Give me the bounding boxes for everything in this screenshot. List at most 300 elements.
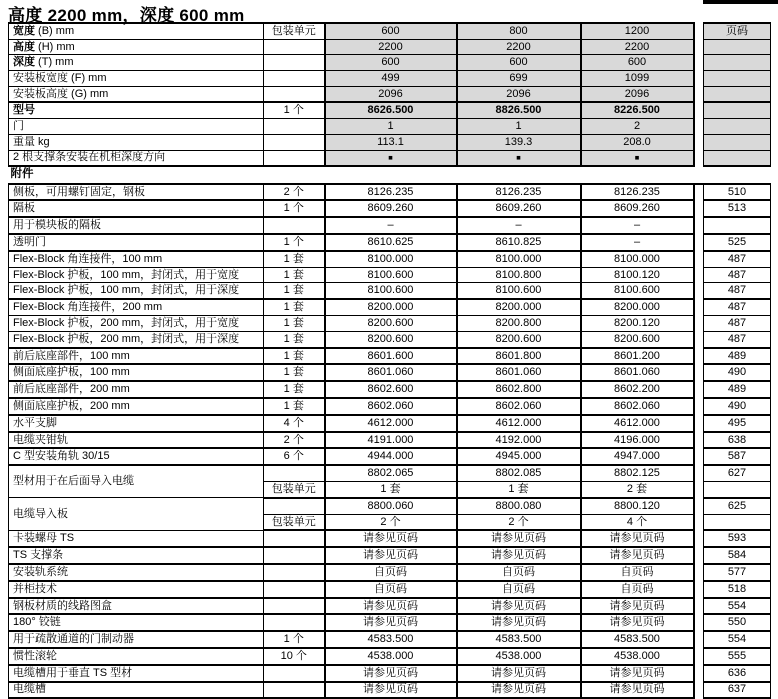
accessory-row (9, 364, 771, 381)
unit-cell (264, 150, 325, 166)
row-label-strong: 宽度 (13, 24, 35, 37)
value-cell: 8100.120 (581, 267, 694, 283)
row-label-cell: 电缆槽用于垂直 TS 型材 (9, 665, 264, 682)
unit-cell: 1 套 (264, 283, 325, 299)
value-cell: 8602.060 (457, 398, 581, 415)
page-cell: 584 (704, 547, 771, 564)
row-label-cell: 前后底座部件，100 mm (9, 348, 264, 365)
page-cell: 593 (704, 530, 771, 547)
gap-cell (694, 530, 704, 547)
value-cell: 4947.000 (581, 448, 694, 465)
accessory-row (9, 614, 771, 631)
accessory-row (9, 415, 771, 432)
row-label-cell: 钢板材质的线路图盒 (9, 598, 264, 615)
gap-cell (694, 39, 704, 55)
value-cell: 8610.625 (325, 234, 457, 251)
value-cell: 8802.125 (581, 465, 694, 481)
row-label-cell: 电缆槽 (9, 682, 264, 699)
value-cell: 8601.060 (581, 364, 694, 381)
row-label-text: 安装板宽度 (F) mm (13, 71, 107, 84)
page-cell: 页码 (704, 23, 771, 39)
gap-cell (694, 86, 704, 102)
page-cell: 627 (704, 465, 771, 481)
value-cell: 1 套 (325, 482, 457, 498)
value-cell: 8602.060 (581, 398, 694, 415)
unit-cell (264, 564, 325, 581)
unit-cell (264, 134, 325, 150)
value-cell: 请参见页码 (581, 614, 694, 631)
unit-cell (264, 498, 325, 514)
spec-row (9, 86, 771, 102)
value-cell: 8126.235 (325, 184, 457, 201)
row-label-cell: 电缆导入板 (9, 498, 264, 531)
page-cell: 487 (704, 267, 771, 283)
unit-cell (264, 665, 325, 682)
row-label-text: (B) mm (35, 24, 75, 37)
gap-cell (694, 283, 704, 299)
value-cell: 8200.120 (581, 316, 694, 332)
gap-cell (694, 234, 704, 251)
value-cell: 请参见页码 (325, 682, 457, 699)
page-cell: 487 (704, 251, 771, 267)
page-cell: 489 (704, 381, 771, 398)
square-marker-icon: ■ (457, 150, 581, 166)
page-cell: 487 (704, 283, 771, 299)
spec-table (8, 22, 771, 699)
accessory-row (9, 665, 771, 682)
gap-cell (694, 665, 704, 682)
accessory-row (9, 200, 771, 217)
unit-cell (264, 547, 325, 564)
page-cell: 587 (704, 448, 771, 465)
unit-cell (264, 217, 325, 234)
row-label-cell: 侧面底座护板，100 mm (9, 364, 264, 381)
value-cell: 自页码 (581, 581, 694, 598)
unit-cell: 1 套 (264, 398, 325, 415)
gap-cell (694, 432, 704, 449)
value-cell: 8100.600 (457, 283, 581, 299)
unit-cell: 包装单元 (264, 514, 325, 530)
value-cell: 2 套 (581, 482, 694, 498)
accessory-row (9, 283, 771, 299)
value-cell: 自页码 (325, 581, 457, 598)
unit-cell (264, 55, 325, 71)
value-cell: 4191.000 (325, 432, 457, 449)
value-cell: 8100.800 (457, 267, 581, 283)
unit-cell (264, 71, 325, 87)
value-cell: 请参见页码 (581, 530, 694, 547)
accessory-row (9, 184, 771, 201)
value-cell: 8100.600 (325, 267, 457, 283)
page-header-rule (703, 0, 778, 4)
value-cell: 4583.500 (581, 631, 694, 648)
row-label-cell (9, 71, 264, 87)
accessory-row (9, 598, 771, 615)
spec-row (9, 71, 771, 87)
spec-row (9, 119, 771, 135)
value-cell: 2096 (325, 86, 457, 102)
gap-cell (694, 415, 704, 432)
gap-cell (694, 102, 704, 118)
accessory-row (9, 331, 771, 347)
page-cell: 625 (704, 498, 771, 514)
value-cell: 自页码 (457, 581, 581, 598)
value-cell: 1099 (581, 71, 694, 87)
value-cell: 600 (457, 55, 581, 71)
page-cell: 636 (704, 665, 771, 682)
unit-cell: 1 套 (264, 316, 325, 332)
row-label-cell: 并柜技术 (9, 581, 264, 598)
value-cell: 8602.600 (325, 381, 457, 398)
accessory-row (9, 564, 771, 581)
page-cell (704, 86, 771, 102)
value-cell: 8602.800 (457, 381, 581, 398)
row-label-text: 安装板高度 (G) mm (13, 87, 109, 100)
value-cell: 请参见页码 (581, 665, 694, 682)
gap-cell (694, 547, 704, 564)
unit-cell: 1 个 (264, 200, 325, 217)
value-cell: 1 (457, 119, 581, 135)
accessory-row (9, 498, 771, 514)
value-cell: 请参见页码 (325, 598, 457, 615)
value-cell: 8800.060 (325, 498, 457, 514)
accessory-row (9, 398, 771, 415)
value-cell: 4196.000 (581, 432, 694, 449)
gap-cell (694, 267, 704, 283)
page-cell (704, 150, 771, 166)
unit-cell: 1 个 (264, 631, 325, 648)
gap-cell (694, 381, 704, 398)
row-label-cell: Flex-Block 角连接件，200 mm (9, 299, 264, 315)
page-cell (704, 71, 771, 87)
square-marker-icon: ■ (581, 150, 694, 166)
value-cell: – (581, 234, 694, 251)
value-cell: 2200 (325, 39, 457, 55)
value-cell: 8100.000 (581, 251, 694, 267)
row-label-cell: 侧板，可用螺钉固定，钢板 (9, 184, 264, 201)
value-cell: 2 (581, 119, 694, 135)
accessory-row (9, 432, 771, 449)
unit-cell: 6 个 (264, 448, 325, 465)
row-label-cell (9, 55, 264, 71)
page-cell: 638 (704, 432, 771, 449)
gap-cell (694, 498, 704, 514)
gap-cell (694, 316, 704, 332)
value-cell: 8601.060 (325, 364, 457, 381)
unit-cell (264, 530, 325, 547)
row-label-cell: C 型安装角轨 30/15 (9, 448, 264, 465)
unit-cell: 1 个 (264, 102, 325, 118)
unit-cell: 2 个 (264, 432, 325, 449)
unit-cell (264, 682, 325, 699)
page-cell: 510 (704, 184, 771, 201)
value-cell: 8200.000 (581, 299, 694, 315)
page-cell: 518 (704, 581, 771, 598)
row-label-cell: 180° 铰链 (9, 614, 264, 631)
accessory-row (9, 581, 771, 598)
row-label-cell: 电缆夹钳轨 (9, 432, 264, 449)
value-cell: 自页码 (457, 564, 581, 581)
value-cell: 2096 (581, 86, 694, 102)
page-cell: 487 (704, 299, 771, 315)
value-cell: 2 个 (457, 514, 581, 530)
value-cell: 4612.000 (325, 415, 457, 432)
value-cell: 8100.000 (325, 251, 457, 267)
value-cell: 自页码 (325, 564, 457, 581)
page-cell (704, 134, 771, 150)
unit-cell: 1 套 (264, 251, 325, 267)
accessory-row (9, 547, 771, 564)
value-cell: 请参见页码 (457, 598, 581, 615)
spec-row (9, 150, 771, 166)
accessory-row (9, 299, 771, 315)
page-cell: 513 (704, 200, 771, 217)
row-label-strong: 深度 (13, 56, 35, 69)
unit-cell (264, 465, 325, 481)
value-cell: 8200.600 (325, 331, 457, 347)
value-cell: 113.1 (325, 134, 457, 150)
row-label-cell (9, 86, 264, 102)
value-cell: 2096 (457, 86, 581, 102)
accessory-row (9, 234, 771, 251)
gap-cell (694, 598, 704, 615)
value-cell: 4583.500 (325, 631, 457, 648)
page-cell (704, 514, 771, 530)
unit-cell: 2 个 (264, 184, 325, 201)
page-cell: 489 (704, 348, 771, 365)
row-label-cell: 水平支脚 (9, 415, 264, 432)
page-cell: 577 (704, 564, 771, 581)
value-cell: 请参见页码 (325, 665, 457, 682)
page-cell: 490 (704, 398, 771, 415)
gap-cell (694, 71, 704, 87)
row-label-cell: TS 支撑条 (9, 547, 264, 564)
page-cell: 554 (704, 631, 771, 648)
value-cell: 8800.120 (581, 498, 694, 514)
row-label-cell (9, 102, 264, 118)
gap-cell (694, 398, 704, 415)
row-label-cell: 用于疏散通道的门制动器 (9, 631, 264, 648)
value-cell: 8601.060 (457, 364, 581, 381)
accessory-row (9, 267, 771, 283)
value-cell: 自页码 (581, 564, 694, 581)
unit-cell: 包装单元 (264, 482, 325, 498)
value-cell: 8100.000 (457, 251, 581, 267)
value-cell: 4538.000 (581, 648, 694, 665)
spec-row (9, 39, 771, 55)
value-cell: 4538.000 (457, 648, 581, 665)
row-label-cell (9, 134, 264, 150)
unit-cell: 1 套 (264, 348, 325, 365)
accessory-row (9, 316, 771, 332)
unit-cell (264, 39, 325, 55)
unit-cell: 1 套 (264, 267, 325, 283)
gap-cell (694, 150, 704, 166)
value-cell: – (581, 217, 694, 234)
accessory-row (9, 631, 771, 648)
unit-cell (264, 119, 325, 135)
value-cell: 请参见页码 (581, 598, 694, 615)
value-cell: 1200 (581, 23, 694, 39)
page-cell: 550 (704, 614, 771, 631)
row-label-text: (H) mm (35, 40, 75, 53)
value-cell: 499 (325, 71, 457, 87)
value-cell: 请参见页码 (457, 547, 581, 564)
row-label-cell (9, 23, 264, 39)
value-cell: 8609.260 (581, 200, 694, 217)
gap-cell (694, 217, 704, 234)
accessory-row (9, 251, 771, 267)
unit-cell: 4 个 (264, 415, 325, 432)
value-cell: 8802.065 (325, 465, 457, 481)
page-cell: 495 (704, 415, 771, 432)
row-label-text: 2 根支撑条安装在机柜深度方向 (13, 151, 166, 164)
gap-cell (694, 184, 704, 201)
row-label-cell: 透明门 (9, 234, 264, 251)
gap-cell (694, 251, 704, 267)
page-cell (704, 119, 771, 135)
row-label-text: 重量 kg (13, 135, 50, 148)
row-label-text: (T) mm (35, 56, 74, 69)
value-cell: 8200.600 (457, 331, 581, 347)
value-cell: 8100.600 (325, 283, 457, 299)
page-cell (704, 482, 771, 498)
value-cell: 1 (325, 119, 457, 135)
row-label-cell: 安装轨系统 (9, 564, 264, 581)
row-label-cell: 惯性滚轮 (9, 648, 264, 665)
value-cell: 8601.600 (325, 348, 457, 365)
value-cell: 8200.600 (581, 331, 694, 347)
unit-cell: 1 套 (264, 364, 325, 381)
page-cell (704, 217, 771, 234)
value-cell: 8602.060 (325, 398, 457, 415)
value-cell: 请参见页码 (581, 547, 694, 564)
gap-cell (694, 200, 704, 217)
value-cell: 8626.500 (325, 102, 457, 118)
gap-cell (694, 682, 704, 699)
square-marker-icon: ■ (325, 150, 457, 166)
row-label-cell: 用于模块板的隔板 (9, 217, 264, 234)
value-cell: 8609.260 (457, 200, 581, 217)
row-label-cell: 型材用于在后面导入电缆 (9, 465, 264, 498)
gap-cell (694, 631, 704, 648)
value-cell: 8200.000 (457, 299, 581, 315)
gap-cell (694, 364, 704, 381)
gap-cell (694, 514, 704, 530)
gap-cell (694, 614, 704, 631)
page-title: 高度 2200 mm，深度 600 mm (8, 6, 245, 25)
spec-row (9, 55, 771, 71)
value-cell: 2 个 (325, 514, 457, 530)
value-cell: 600 (581, 55, 694, 71)
spec-row (9, 134, 771, 150)
gap-cell (694, 134, 704, 150)
value-cell: 1 套 (457, 482, 581, 498)
value-cell: 800 (457, 23, 581, 39)
page-cell (704, 55, 771, 71)
value-cell: 8200.600 (325, 316, 457, 332)
gap-cell (694, 23, 704, 39)
value-cell: 8601.200 (581, 348, 694, 365)
gap-cell (694, 648, 704, 665)
spec-row (9, 102, 771, 118)
value-cell: 4192.000 (457, 432, 581, 449)
spec-row (9, 23, 771, 39)
page-cell: 555 (704, 648, 771, 665)
row-label-cell: Flex-Block 角连接件，100 mm (9, 251, 264, 267)
value-cell: 8126.235 (581, 184, 694, 201)
page-cell: 637 (704, 682, 771, 699)
value-cell: 请参见页码 (325, 547, 457, 564)
gap-cell (694, 299, 704, 315)
accessory-row (9, 217, 771, 234)
page-cell: 487 (704, 316, 771, 332)
value-cell: 8826.500 (457, 102, 581, 118)
value-cell: 8602.200 (581, 381, 694, 398)
gap-cell (694, 581, 704, 598)
value-cell: 2200 (457, 39, 581, 55)
unit-cell: 1 套 (264, 381, 325, 398)
value-cell: 8610.825 (457, 234, 581, 251)
value-cell: 8800.080 (457, 498, 581, 514)
value-cell: 请参见页码 (325, 614, 457, 631)
section-header-row (9, 166, 771, 184)
value-cell: 4538.000 (325, 648, 457, 665)
unit-cell: 10 个 (264, 648, 325, 665)
value-cell: 8609.260 (325, 200, 457, 217)
row-label-cell (9, 119, 264, 135)
row-label-strong: 高度 (13, 40, 35, 53)
value-cell: 699 (457, 71, 581, 87)
value-cell: 8200.800 (457, 316, 581, 332)
value-cell: 600 (325, 55, 457, 71)
value-cell: 4612.000 (581, 415, 694, 432)
value-cell: – (457, 217, 581, 234)
unit-cell (264, 614, 325, 631)
value-cell: 2200 (581, 39, 694, 55)
row-label-cell: Flex-Block 护板，100 mm，封闭式，用于深度 (9, 283, 264, 299)
value-cell: 8601.800 (457, 348, 581, 365)
page-cell: 554 (704, 598, 771, 615)
row-label-cell (9, 39, 264, 55)
page-cell: 487 (704, 331, 771, 347)
row-label-text: 门 (13, 119, 24, 132)
accessory-row (9, 682, 771, 699)
value-cell: 请参见页码 (325, 530, 457, 547)
gap-cell (694, 348, 704, 365)
accessory-row (9, 448, 771, 465)
accessory-row (9, 530, 771, 547)
value-cell: 8802.085 (457, 465, 581, 481)
page-cell (704, 102, 771, 118)
accessory-row (9, 465, 771, 481)
value-cell: 请参见页码 (581, 682, 694, 699)
row-label-cell (9, 150, 264, 166)
unit-cell (264, 581, 325, 598)
page-cell: 525 (704, 234, 771, 251)
row-label-cell: Flex-Block 护板，200 mm，封闭式，用于深度 (9, 331, 264, 347)
gap-cell (694, 482, 704, 498)
value-cell: 8200.000 (325, 299, 457, 315)
row-label-cell: 侧面底座护板，200 mm (9, 398, 264, 415)
row-label-cell: 隔板 (9, 200, 264, 217)
accessory-row (9, 648, 771, 665)
unit-cell: 1 套 (264, 331, 325, 347)
row-label-strong: 型号 (13, 104, 35, 117)
value-cell: 8226.500 (581, 102, 694, 118)
unit-cell (264, 86, 325, 102)
value-cell: 4583.500 (457, 631, 581, 648)
